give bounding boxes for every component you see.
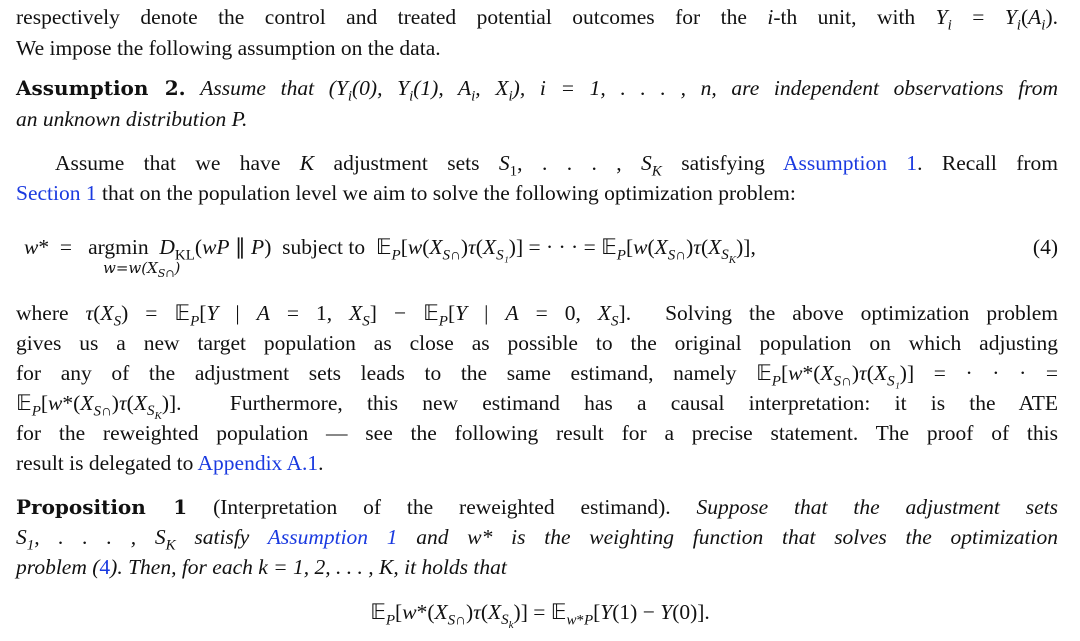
paragraph-2-line-4: $𝔼_P[w*(X_{S\cap})\tau(X_{S_K})]$. Furthermore, this new estimand has a causal interpretation: it is the ATE	[16, 391, 1058, 423]
text-line-1: respectively denote the control and treated potential outcomes for the i-th unit, with $Y_i = Y_i(A_i)$.	[16, 5, 1058, 34]
assumption-heading: Assumption 2.	[16, 76, 186, 100]
paragraph-1-line-2: Section 1 that on the population level we aim to solve the following optimization problem:	[16, 181, 796, 205]
paragraph-2-line-1: where $\tau(X_S)$ = 𝔼$_P$[Y | A = 1, $X_S$] − 𝔼$_P$[Y | A = 0, $X_S$]. Solving the above optimization problem	[16, 301, 1058, 330]
assumption-1-link[interactable]: Assumption 1	[783, 151, 918, 175]
assumption-1-link-2[interactable]: Assumption 1	[267, 525, 398, 549]
proposition-1-line-1: Proposition 1 (Interpretation of the reweighted estimand). Suppose that the adjustment sets	[16, 495, 1058, 519]
proposition-1-line-3: problem (4). Then, for each k = 1, 2, . . . , K, it holds that	[16, 555, 507, 579]
paragraph-2-line-2: gives us a new target population as close as possible to the original population on which adjusting	[16, 331, 1058, 355]
proposition-heading: Proposition 1	[16, 495, 188, 519]
argmin-subscript: $w=w(X_{S\cap})$	[103, 259, 181, 280]
paragraph-2-line-6: result is delegated to Appendix A.1.	[16, 451, 324, 475]
paragraph-1-line-1: Assume that we have K adjustment sets $S_1$, . . . , $S_K$ satisfying Assumption 1. Recall from	[55, 151, 1059, 180]
equation-4: w* = argmin $D_{KL}(wP$ ∥ P) subject to $𝔼_P[w(X_{S\cap})\tau(X_{S_1})]$ = · · · = $𝔼_P[w(X_{S\cap})\tau(X_{S_K})]$, (4)	[16, 232, 1058, 272]
section-1-link[interactable]: Section 1	[16, 181, 97, 205]
paragraph-2-line-3: for any of the adjustment sets leads to the same estimand, namely $𝔼_P[w*(X_{S\cap})\tau(X_{S_1})]$ = · · · =	[16, 361, 1058, 390]
final-equation: $𝔼_P[w*(X_{S\cap})\tau(X_{S_k})]$ = 𝔼$_{w*P}$[Y(1) − Y(0)].	[370, 600, 710, 632]
paragraph-2-line-5: for the reweighted population — see the following result for a precise statement. The proof of this	[16, 421, 1058, 445]
proposition-1-line-2: $S_1$, . . . , $S_K$ satisfy Assumption 1 and w* is the weighting function that solves the optimization	[16, 525, 1059, 554]
equation-4-link[interactable]: 4	[99, 555, 111, 579]
appendix-a1-link[interactable]: Appendix A.1	[197, 451, 319, 475]
equation-number: (4)	[1032, 235, 1058, 259]
assumption-2-line-2: an unknown distribution P.	[16, 107, 248, 131]
text-line-2: We impose the following assumption on the data.	[16, 36, 441, 60]
assumption-2-line-1: Assumption 2. Assume that ($Y_i(0)$, $Y_i(1)$, $A_i$, $X_i$), i = 1, . . . , n, are independent observations from	[16, 76, 1059, 105]
